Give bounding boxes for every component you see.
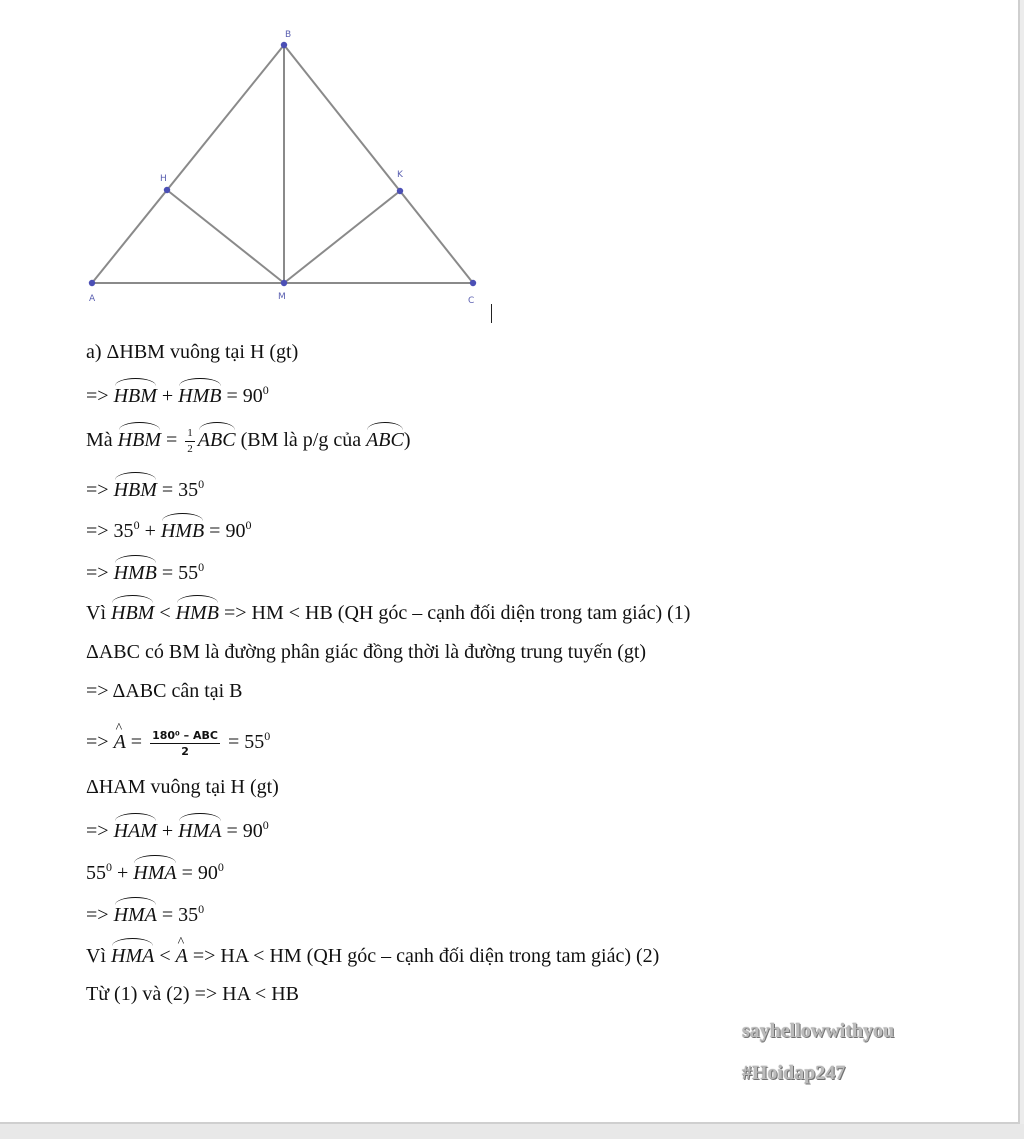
- line-13: $55^0$ + HMA = $90^0$: [86, 853, 224, 887]
- line-4: => HBM = $35^0$: [86, 470, 204, 504]
- label-k: K: [397, 170, 403, 180]
- line-3: Mà HBM = $\frac{1}{2}$ ABC (BM là p/g của ABC): [86, 422, 411, 455]
- signature-name: sayhellowwithyou: [742, 1020, 895, 1042]
- label-a: A: [89, 294, 96, 304]
- label-h: H: [160, 174, 167, 184]
- line-1: a) ΔHBM vuông tại H (gt): [86, 341, 299, 363]
- line-12: => HAM + HMA = $90^0$: [86, 811, 269, 845]
- label-m: M: [278, 292, 286, 302]
- text-cursor: [491, 304, 492, 323]
- point-k: [397, 188, 403, 194]
- segment-km: [284, 191, 400, 283]
- point-a: [89, 280, 95, 286]
- point-m: [281, 280, 287, 286]
- line-11: ΔHAM vuông tại H (gt): [86, 776, 279, 798]
- segment-bc: [284, 45, 473, 283]
- label-c: C: [468, 296, 475, 306]
- line-6: => HMB = $55^0$: [86, 553, 204, 587]
- line-10: => ^ A = $\frac{\text{180⁰ – ABC}}{2}$ = $55^0$: [86, 722, 270, 757]
- point-c: [470, 280, 476, 286]
- point-h: [164, 187, 170, 193]
- line-8: ΔABC có BM là đường phân giác đồng thời là đường trung tuyến (gt): [86, 641, 647, 663]
- line-2: => HBM + HMB = $90^0$: [86, 376, 269, 410]
- label-b: B: [285, 30, 292, 40]
- line-16: Từ (1) và (2) => HA < HB: [86, 983, 299, 1005]
- line-9: => ΔABC cân tại B: [86, 680, 243, 702]
- line-7: Vì HBM < HMB => HM < HB (QH góc – cạnh đối diện trong tam giác) (1): [86, 595, 690, 627]
- bottom-strip: [0, 1124, 1024, 1139]
- line-14: => HMA = $35^0$: [86, 895, 204, 929]
- segment-ab: [92, 45, 284, 283]
- line-15: Vì HMA < ^ A => HA < HM (QH góc – cạnh đối diện trong tam giác) (2): [86, 938, 659, 970]
- triangle-figure: [0, 0, 520, 330]
- point-b: [281, 42, 287, 48]
- signature-tag: #Hoidap247: [742, 1062, 846, 1084]
- segment-hm: [167, 190, 284, 283]
- line-5: => $35^0$ + HMB = $90^0$: [86, 511, 251, 545]
